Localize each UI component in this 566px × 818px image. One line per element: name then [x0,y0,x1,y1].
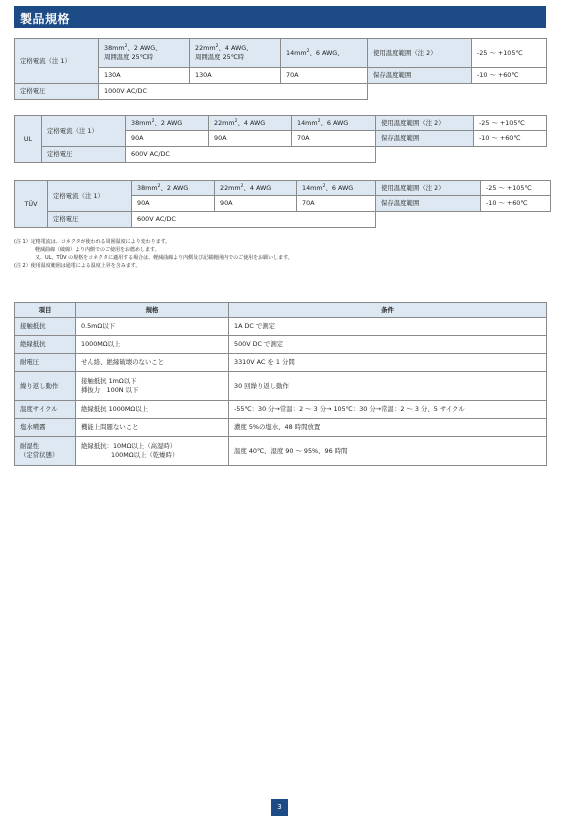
ul-use-temp-value: -25 ～ +105℃ [474,116,547,131]
spec-condition: 温度 40℃、湿度 90 ～ 95%、96 時間 [229,437,547,466]
page-number: 3 [271,799,288,816]
table-row [15,336,547,354]
spec-condition: -55℃：30 分→常温：2 ～ 3 分→ 105℃：30 分→常温：2 ～ 3 分、5 サイクル [229,401,547,419]
tuv-table [14,180,551,228]
rated-voltage-label: 定格電圧 [15,84,99,100]
spec-standard: せん絡、絶縁破壊のないこと [76,354,229,372]
tuv-value: 90A [215,196,297,212]
spec-standard: 接触抵抗 1mΩ以下 挿抜力 100N 以下 [76,372,229,401]
spec-item: 塩水噴霧 [15,419,76,437]
spec-item: 温度サイクル [15,401,76,419]
store-temp-value: -10 ～ +60℃ [472,68,547,84]
rating-value: 130A [190,68,281,84]
ul-store-temp-label: 保存温度範囲 [376,131,474,147]
rating-table [14,38,547,100]
rating-header-22: $22mm^2$、4 AWG、 周囲温度 25℃時 [190,39,281,68]
spec-header-item: 項目 [15,303,76,318]
ul-table [14,115,547,163]
note-line: (注 2）使用温度範囲は通電による温度上昇を含みます。 [14,263,141,269]
spec-standard: 1000MΩ以上 [76,336,229,354]
spec-condition: 濃度 5%の塩水、48 時間放置 [229,419,547,437]
spec-header-standard: 規格 [76,303,229,318]
store-temp-label: 保存温度範囲 [368,68,472,84]
tuv-header-38: $38mm^2$、2 AWG [132,181,215,196]
spec-standard: 絶縁抵抗 1000MΩ以上 [76,401,229,419]
page-title: 製品規格 [14,6,546,28]
note-line: 軽減曲線（破線）より内側でのご使用をお薦めします。 [35,247,160,253]
spec-item: 繰り返し動作 [15,372,76,401]
tuv-store-temp-label: 保存温度範囲 [376,196,481,212]
spec-item: 耐電圧 [15,354,76,372]
tuv-header-22: $22mm^2$、4 AWG [215,181,297,196]
spec-item: 絶縁抵抗 [15,336,76,354]
ul-label: UL [15,116,42,163]
rated-voltage-value: 1000V AC/DC [99,84,368,100]
table-row [15,401,547,419]
spec-standard: 0.5mΩ以下 [76,318,229,336]
use-temp-value: -25 ～ +105℃ [472,39,547,68]
notes [14,238,554,270]
tuv-value: 70A [297,196,376,212]
spec-standard: 絶縁抵抗：10MΩ以上（高湿時） 100MΩ以上（乾燥時） [76,437,229,466]
spec-header-condition: 条件 [229,303,547,318]
note-line: 又、UL、TÜV の規格をコネクタに適用する場合は、軽減曲線より内側及び記載範囲内でのご使用をお願いします。 [35,255,293,261]
spec-table [14,302,547,466]
ul-header-38: $38mm^2$、2 AWG [126,116,209,131]
use-temp-label: 使用温度範囲（注 2） [368,39,472,68]
tuv-rated-voltage-value: 600V AC/DC [132,212,376,228]
tuv-header-14: $14mm^2$、6 AWG [297,181,376,196]
ul-value: 90A [209,131,292,147]
spec-item: 接触抵抗 [15,318,76,336]
tuv-value: 90A [132,196,215,212]
table-row [15,372,547,401]
table-row [15,437,547,466]
note-line: (注 1）定格電流は、コネクタが使われる周囲温度により変わります。 [14,239,171,245]
rating-header-38: $38mm^2$、2 AWG、 周囲温度 25℃時 [99,39,190,68]
table-row [15,354,547,372]
ul-rated-voltage-label: 定格電圧 [42,147,126,163]
tuv-store-temp-value: -10 ～ +60℃ [481,196,551,212]
ul-use-temp-label: 使用温度範囲（注 2） [376,116,474,131]
tuv-rated-voltage-label: 定格電圧 [48,212,132,228]
ul-header-22: $22mm^2$、4 AWG [209,116,292,131]
spec-standard: 機能上問題ないこと [76,419,229,437]
spec-item: 耐湿性 （定常状態） [15,437,76,466]
tuv-label: TÜV [15,181,48,228]
ul-value: 90A [126,131,209,147]
ul-store-temp-value: -10 ～ +60℃ [474,131,547,147]
rated-current-label: 定格電流（注 1） [15,39,99,84]
spec-condition: 30 回繰り返し動作 [229,372,547,401]
ul-value: 70A [292,131,376,147]
tuv-use-temp-value: -25 ～ +105℃ [481,181,551,196]
ul-rated-current-label: 定格電流（注 1） [42,116,126,147]
tuv-rated-current-label: 定格電流（注 1） [48,181,132,212]
table-row [15,318,547,336]
spec-condition: 500V DC で測定 [229,336,547,354]
tuv-use-temp-label: 使用温度範囲（注 2） [376,181,481,196]
rating-header-14: $14mm^2$、6 AWG、 [281,39,368,68]
rating-value: 130A [99,68,190,84]
spec-condition: 1A DC で測定 [229,318,547,336]
spec-condition: 3310V AC を 1 分間 [229,354,547,372]
ul-header-14: $14mm^2$、6 AWG [292,116,376,131]
rating-value: 70A [281,68,368,84]
ul-rated-voltage-value: 600V AC/DC [126,147,376,163]
table-row [15,419,547,437]
